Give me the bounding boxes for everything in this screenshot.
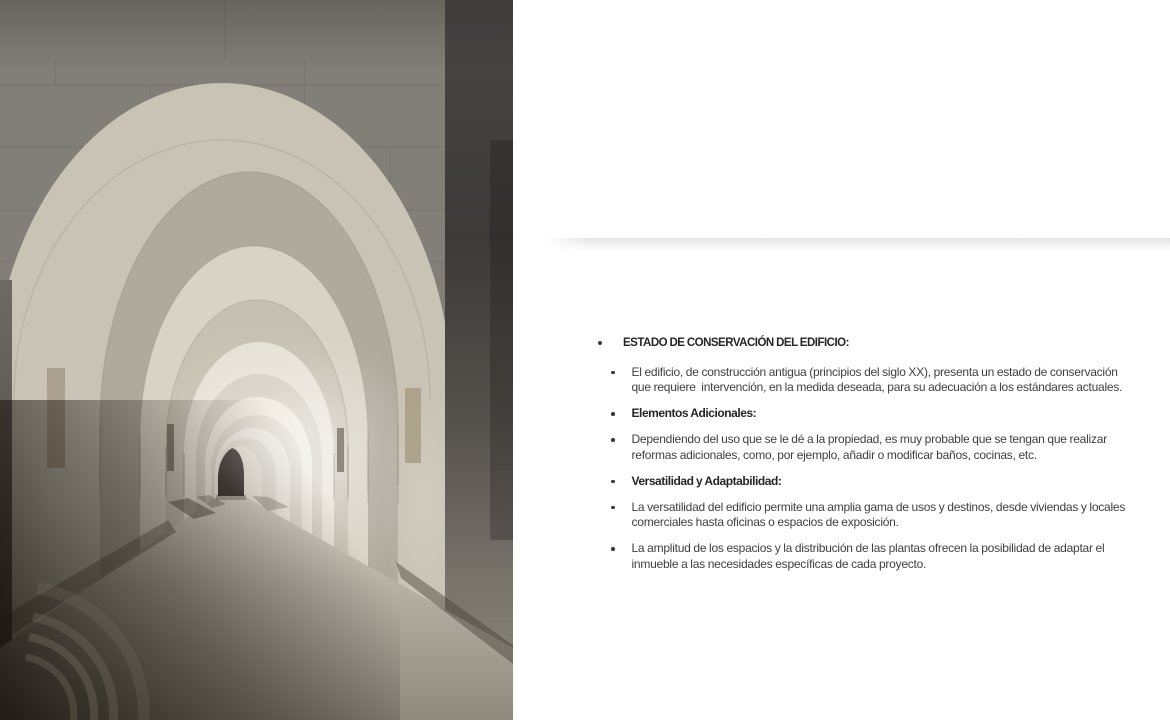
list-item-text: Dependiendo del uso que se le dé a la propiedad, es muy probable que se tengan que realizar reformas adicionales, como, por ejemplo, añadir o modificar baños, cocinas, etc. xyxy=(631,432,1110,462)
list-item xyxy=(598,432,1143,463)
corridor-photo xyxy=(0,0,513,720)
right-wall-niche xyxy=(405,388,421,463)
slide-body-text xyxy=(598,336,1143,583)
bullet-icon xyxy=(611,371,615,375)
bullet-icon xyxy=(611,438,615,442)
list-item xyxy=(598,406,1143,422)
list-item xyxy=(598,500,1143,531)
bullet-icon xyxy=(611,412,615,416)
list-item-text: El edificio, de construcción antigua (principios del siglo XX), presenta un estado de conservación que requiere intervención, en la medida deseada, para su adecuación a los estándares actuales. xyxy=(631,364,1123,394)
list-item-text: Elementos Adicionales: xyxy=(631,406,757,420)
bullet-icon xyxy=(611,506,615,510)
corridor-arches-image xyxy=(0,0,513,720)
list-item-text: La amplitud de los espacios y la distribución de las plantas ofrecen la posibilidad de adaptar el inmueble a las necesidades específicas de cada proyecto. xyxy=(631,541,1108,571)
list-item xyxy=(598,336,1143,352)
list-item-text: ESTADO DE CONSERVACIÓN DEL EDIFICIO: xyxy=(623,337,849,349)
bullet-icon xyxy=(611,480,615,484)
list-item-text: La versatilidad del edificio permite una amplia gama de usos y destinos, desde viviendas y locales comerciales hasta oficinas o espacios de exposición. xyxy=(631,499,1128,529)
content-panel-top-shadow xyxy=(543,238,1170,251)
list-item xyxy=(598,365,1143,396)
bullet-icon xyxy=(598,341,602,345)
right-edge-deep-shadow xyxy=(490,140,513,540)
list-item xyxy=(598,541,1143,572)
bullet-list xyxy=(598,336,1143,572)
bullet-icon xyxy=(611,547,615,551)
ceiling-top-vignette xyxy=(0,0,513,70)
list-item-text: Versatilidad y Adaptabilidad: xyxy=(631,473,782,488)
list-item xyxy=(598,474,1143,490)
